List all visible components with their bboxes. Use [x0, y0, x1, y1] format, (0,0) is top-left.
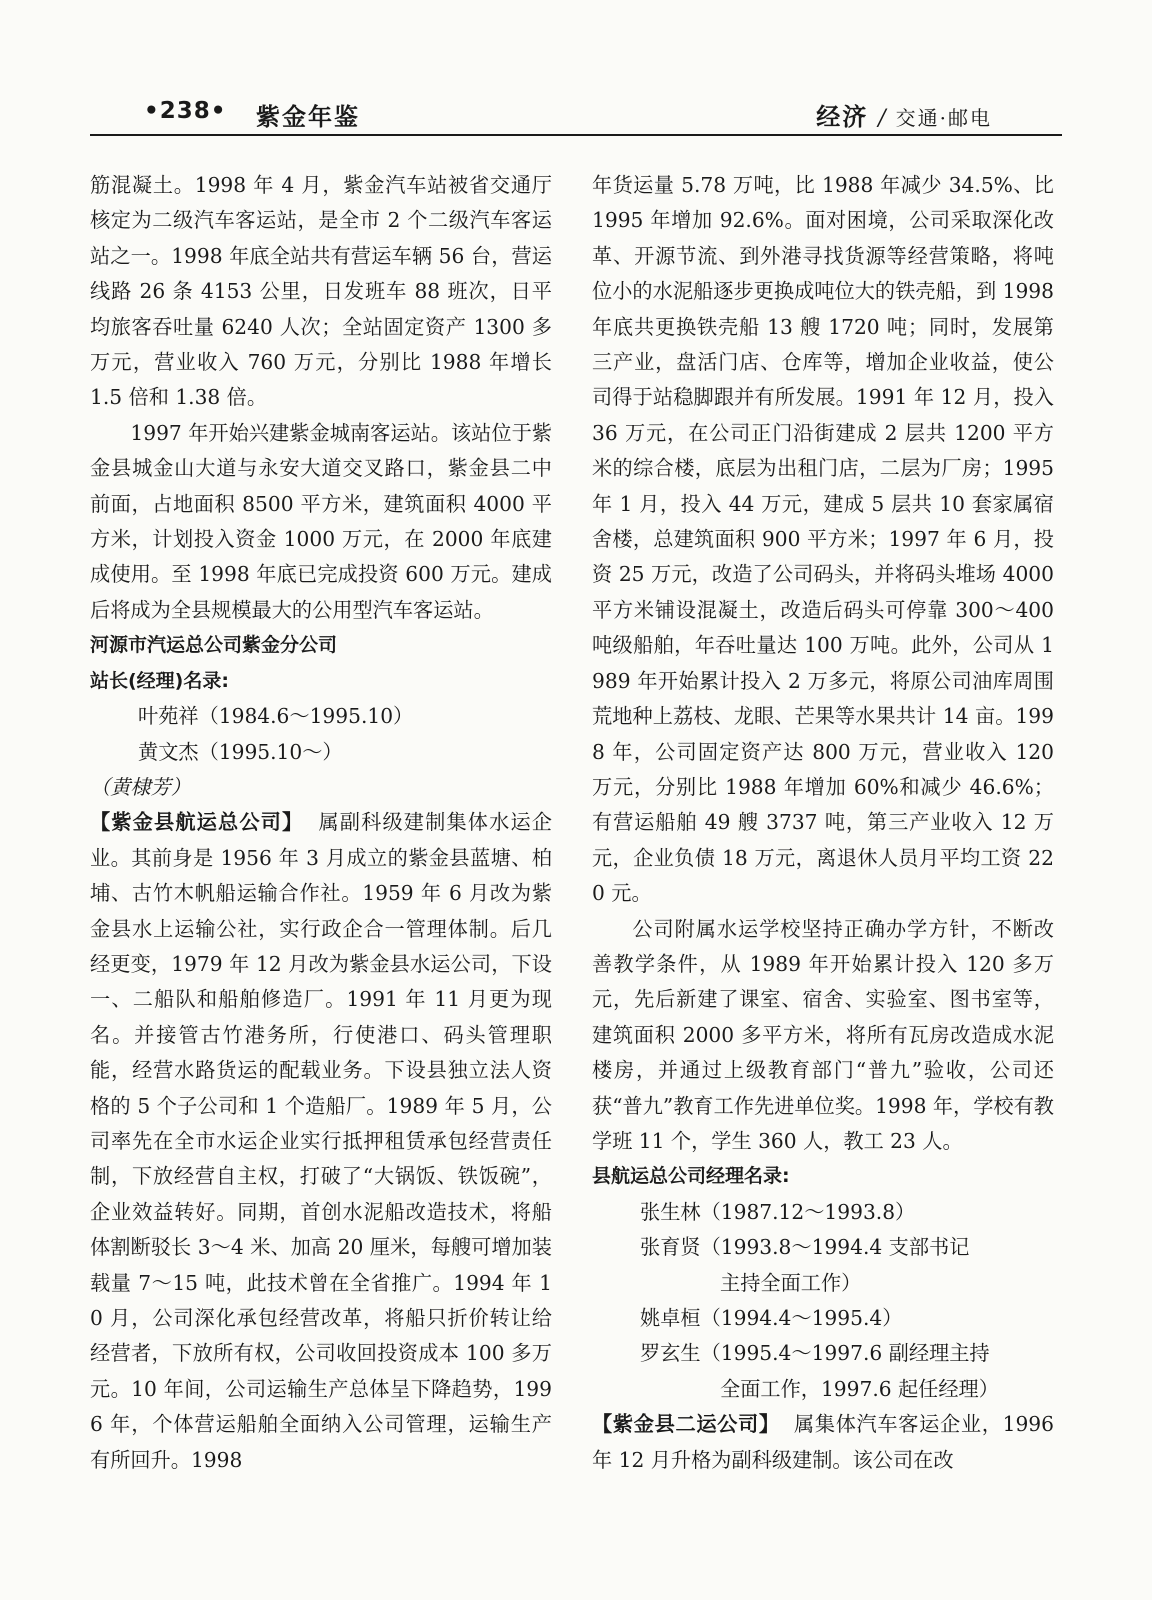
page-header	[90, 96, 1062, 136]
left-column	[90, 168, 552, 1478]
entry-body: 属集体汽车客运企业，1996 年 12 月升格为副科级建制。该公司在改	[592, 1412, 1054, 1472]
page-number: •238•	[144, 98, 227, 124]
roster-entry: 黄文杰（1995.10～）	[138, 739, 343, 764]
section-main: 经济	[816, 103, 869, 131]
entry-paragraph	[592, 1407, 1054, 1478]
roster-heading: 站长(经理)名录:	[90, 669, 229, 692]
entry-paragraph	[90, 805, 552, 1478]
header-rule	[90, 134, 1062, 136]
company-heading: 河源市汽运总公司紫金分公司	[90, 634, 338, 657]
roster-entry-continuation: 全面工作，1997.6 起任经理）	[720, 1376, 999, 1401]
paragraph: 年货运量 5.78 万吨，比 1988 年减少 34.5%、比 1995 年增加 92.6%。面对困境，公司采取深化改革、开源节流、到外港寻找货源等经营策略，将吨位小的水泥船逐步更换成吨位大的铁壳船，到 1998 年底共更换铁壳船 13 艘 1720 吨；同时，发展第三产业，盘活门店、仓库等，增加企业收益，使公司得于站稳脚跟并有所发展。1991 年 12 月，投入 36 万元，在公司正门沿街建成 2 层共 1200 平方米的综合楼，底层为出租门店，二层为厂房；1995 年 1 月，投入 44 万元，建成 5 层共 10 套家属宿舍楼，总建筑面积 900 平方米；1997 年 6 月，投资 25 万元，改造了公司码头，并将码头堆场 4000 平方米铺设混凝土，改造后码头可停靠 300～400 吨级船舶，年吞吐量达 100 万吨。此外，公司从 1989 年开始累计投入 2 万多元，将原公司油库周围荒地种上荔枝、龙眼、芒果等水果共计 14 亩。1998 年，公司固定资产达 800 万元，营业收入 120 万元，分别比 1988 年增加 60%和减少 46.6%；有营运船舶 49 艘 3737 吨，第三产业收入 12 万元，企业负债 18 万元，离退休人员月平均工资 220 元。	[592, 173, 1054, 906]
roster-heading: 县航运总公司经理名录:	[592, 1165, 790, 1188]
section-separator: /	[878, 106, 886, 131]
roster-entry: 张生林（1987.12～1993.8）	[640, 1199, 916, 1224]
entry-title: 【紫金县航运总公司】	[90, 810, 304, 835]
roster-entry: 姚卓桓（1994.4～1995.4）	[640, 1306, 903, 1330]
entry-title: 【紫金县二运公司】	[592, 1412, 780, 1437]
book-title: 紫金年鉴	[256, 103, 360, 131]
roster-entry: 叶苑祥（1984.6～1995.10）	[138, 704, 414, 729]
right-column	[592, 168, 1054, 1478]
roster-entry: 罗玄生（1995.4～1997.6 副经理主持	[640, 1341, 990, 1366]
section-label	[816, 97, 992, 132]
section-sub: 交通·邮电	[895, 106, 992, 130]
author-credit: （黄棣芳）	[90, 774, 191, 799]
paragraph: 筋混凝土。1998 年 4 月，紫金汽车站被省交通厅核定为二级汽车客运站，是全市 2 个二级汽车客运站之一。1998 年底全站共有营运车辆 56 台，营运线路 26 条 4153 公里，日发班车 88 班次，日平均旅客吞吐量 6240 人次；全站固定资产 1300 多万元，营业收入 760 万元，分别比 1988 年增长 1.5 倍和 1.38 倍。	[90, 173, 552, 410]
roster-entry-continuation: 主持全面工作）	[720, 1270, 862, 1295]
paragraph: 1997 年开始兴建紫金城南客运站。该站位于紫金县城金山大道与永安大道交叉路口，紫金县二中前面，占地面积 8500 平方米，建筑面积 4000 平方米，计划投入资金 1000 万元，在 2000 年底建成使用。至 1998 年底已完成投资 600 万元。建成后将成为全县规模最大的公用型汽车客运站。	[90, 420, 552, 622]
paragraph: 公司附属水运学校坚持正确办学方针，不断改善教学条件，从 1989 年开始累计投入 120 多万元，先后新建了课室、宿舍、实验室、图书室等，建筑面积 2000 多平方米，将所有瓦房改造成水泥楼房，并通过上级教育部门“普九”验收，公司还获“普九”教育工作先进单位奖。1998 年，学校有教学班 11 个，学生 360 人，教工 23 人。	[592, 916, 1054, 1153]
roster-entry: 张育贤（1993.8～1994.4 支部书记	[640, 1235, 970, 1260]
entry-body: 属副科级建制集体水运企业。其前身是 1956 年 3 月成立的紫金县蓝塘、柏埔、古竹木帆船运输合作社。1959 年 6 月改为紫金县水上运输公社，实行政企合一管理体制。后几经更变，1979 年 12 月改为紫金县水运公司，下设一、二船队和船舶修造厂。1991 年 11 月更为现名。并接管古竹港务所，行使港口、码头管理职能，经营水路货运的配载业务。下设县独立法人资格的 5 个子公司和 1 个造船厂。1989 年 5 月，公司率先在全市水运企业实行抵押租赁承包经营责任制，下放经营自主权，打破了“大锅饭、铁饭碗”，企业效益转好。同期，首创水泥船改造技术，将船体割断驳长 3～4 米、加高 20 厘米，每艘可增加装载量 7～15 吨，此技术曾在全省推广。1994 年 10 月，公司深化承包经营改革，将船只折价转让给经营者，下放所有权，公司收回投资成本 100 多万元。10 年间，公司运输生产总体呈下降趋势，1996 年，个体营运船舶全面纳入公司管理，运输生产有所回升。1998	[90, 810, 552, 1472]
